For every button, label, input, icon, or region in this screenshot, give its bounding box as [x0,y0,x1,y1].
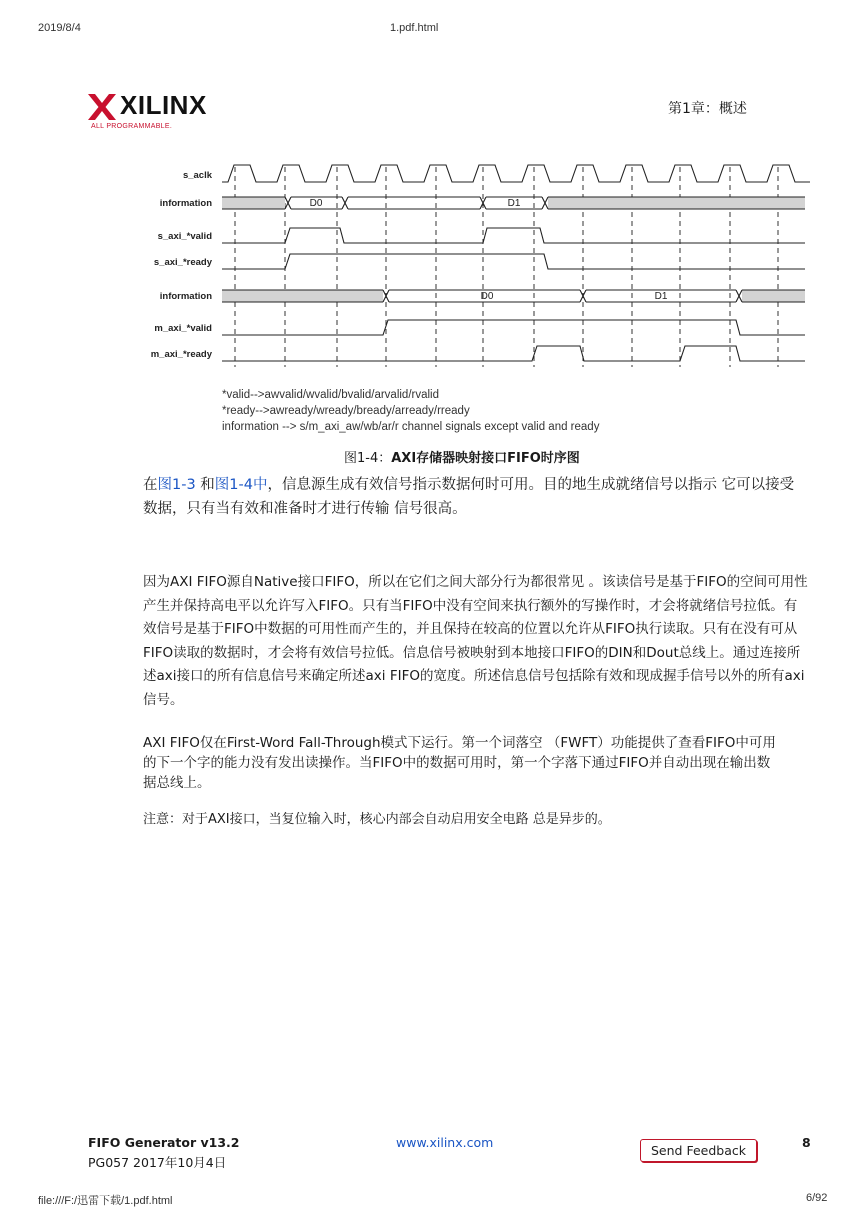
figure-caption [344,447,580,466]
clock-waveform [222,165,810,182]
s-info-bus-fill-0 [222,197,285,209]
paragraph-3: AXI FIFO仅在First-Word Fall-Through模式下运行。第一个词落空 （FWFT）功能提供了查看FIFO中可用的下一个字的能力没有发出读操作。当FIFO中的数据可用时，第一个字落下通过FIFO并自动出现在输出数据总线上。 [143,735,776,791]
footer-page-number: 8 [802,1135,811,1150]
s-info-label-d0: D0 [309,198,323,209]
xilinx-x-icon [88,94,116,120]
s-info-bus-fill-1 [548,197,805,209]
m-ready-waveform [222,346,805,361]
logo-tagline: ALL PROGRAMMABLE. [91,123,173,130]
note-information: information --> s/m_axi_aw/wb/ar/r channel signals except valid and ready [222,421,600,433]
signal-label-3: s_axi_*ready [153,257,212,268]
print-title: 1.pdf.html [390,22,439,34]
timing-diagram [140,155,820,390]
note-ready: *ready-->awready/wready/bready/arready/rready [222,405,470,417]
footer-product: FIFO Generator v13.2 [88,1135,240,1150]
paragraph-1 [143,473,808,521]
signal-label-0: s_aclk [182,170,212,181]
link-figure-1-4[interactable]: 图1-4中 [214,477,268,493]
signal-label-6: m_axi_*ready [150,349,212,360]
p1-rest: ，信息源生成有效信号指示数据何时可用。目的地生成就绪信号以指示 它可以接受数据，只有当有效和准备时才进行传输 信号很高。 [143,477,795,517]
signal-label-4: information [159,291,212,302]
paragraph-note: 注意：对于AXI接口，当复位输入时，核心内部会自动启用安全电路 总是异步的。 [143,812,611,827]
figure-notes [222,387,599,435]
m-info-bus-fill-1 [742,290,805,302]
caption-text: AXI存储器映射接口FIFO时序图 [391,451,580,466]
p1-mid: 和 [195,477,215,493]
link-figure-1-3[interactable]: 图1-3 [157,477,196,493]
s-ready-waveform [222,254,805,269]
print-date: 2019/8/4 [38,22,81,34]
print-page-count: 6/92 [806,1192,828,1204]
send-feedback-button[interactable]: Send Feedback [640,1139,757,1162]
footer-website-link[interactable]: www.xilinx.com [396,1135,494,1150]
signal-label-1: information [159,198,212,209]
p1-lead: 在 [143,477,158,493]
m-info-label-d1: D1 [654,291,668,302]
caption-prefix: 图1-4： [344,451,392,466]
chapter-title: 第1章：概述 [668,101,747,117]
m-valid-waveform [222,320,805,335]
logo-wordmark: XILINX [120,90,207,120]
signal-label-2: s_axi_*valid [157,231,212,242]
m-info-bus-fill-0 [222,290,383,302]
footer-doc-id: PG057 2017年10月4日 [88,1155,227,1170]
paragraph-2: 因为AXI FIFO源自Native接口FIFO，所以在它们之间大部分行为都很常见 。该读信号是基于FIFO的空间可用性产生并保持高电平以允许写入FIFO。只有当FIFO中没有空间来执行额外的写操作时，才会将就绪信号拉低。有效信号是基于FIFO中数据的可用性而产生的，并且保持在较高的位置以允许从FIFO执行读取。只有在没有可从FIFO读取的数据时，才会将有效信号拉低。信息信号被映射到本地接口FIFO的DIN和Dout总线上。通过连接所述axi接口的所有信息信号来确定所述axi FIFO的宽度。所述信息信号包括除有效和现成握手信号以外的所有axi信号。 [143,574,808,708]
s-valid-waveform [222,228,805,243]
print-file-path: file:///F:/迅雷下载/1.pdf.html [38,1195,173,1207]
signal-label-5: m_axi_*valid [154,323,212,334]
note-valid: *valid-->awvalid/wvalid/bvalid/arvalid/rvalid [222,389,439,401]
s-info-label-d1: D1 [507,198,521,209]
m-info-label-d0: D0 [480,291,494,302]
